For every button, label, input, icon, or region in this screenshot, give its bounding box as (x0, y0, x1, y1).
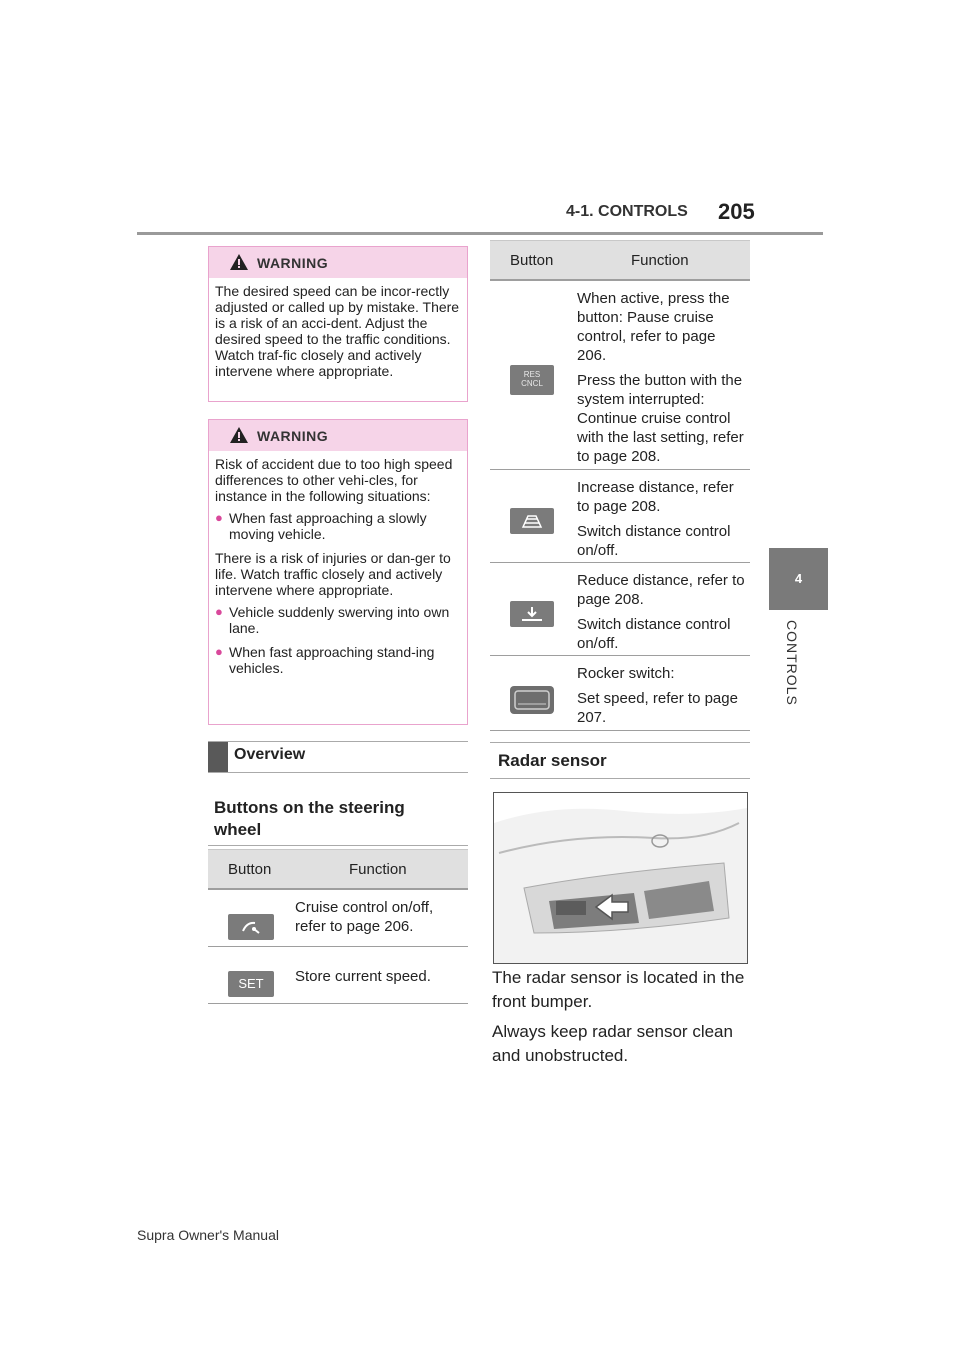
buttons-table (208, 849, 468, 1004)
function-text: Cruise control on/off, refer to page 206. (295, 899, 434, 935)
function-text: Rocker switch: (577, 665, 675, 682)
warning-title: WARNING (257, 428, 329, 444)
subheading: Buttons on the steering wheel (214, 798, 405, 839)
table-row (208, 947, 468, 1004)
footer-text: Supra Owner's Manual (137, 1227, 279, 1243)
warning-bullet: ● Vehicle suddenly swerving into own lane. (215, 604, 450, 636)
warning-text: The desired speed can be incor-rectly adjusted or called up by mistake. There is a risk of an acci-dent. Adjust the desired speed to the traffic conditions. Watch traf-fic closely and actively intervene where appropriate. (215, 283, 460, 379)
page-number: 205 (718, 199, 755, 224)
warning-box (208, 419, 468, 725)
cruise-control-icon (228, 914, 274, 940)
radar-heading: Radar sensor (490, 742, 750, 779)
table-row (208, 890, 468, 947)
radar-description (492, 966, 754, 1074)
buttons-table (490, 240, 750, 731)
table-header: Button Function (490, 240, 750, 281)
divider (208, 845, 468, 846)
function-text: Switch distance control on/off. (577, 523, 731, 559)
function-text: Set speed, refer to page 207. (577, 690, 738, 726)
chapter-tab: 4 (769, 548, 828, 610)
bullet-dot-icon: ● (215, 604, 223, 619)
table-row (490, 656, 750, 731)
table-row (490, 470, 750, 563)
section-title: 4-1. CONTROLS (566, 203, 688, 220)
distance-increase-icon (510, 508, 554, 534)
table-row (490, 563, 750, 656)
warning-triangle-icon (229, 426, 249, 449)
warning-text: There is a risk of injuries or dan-ger to life. Watch traffic closely and actively intervene where appropriate. (215, 550, 451, 598)
warning-triangle-icon (229, 253, 249, 276)
warning-text: Risk of accident due to too high speed differences to other vehi-cles, for instance in the following situations: (215, 456, 453, 504)
header-rule (137, 232, 823, 235)
chapter-tab-label: CONTROLS (784, 620, 800, 706)
paragraph: The radar sensor is located in the front bumper. (492, 968, 745, 1011)
function-text: Press the button with the system interrupted: Continue cruise control with the last setting, refer to page 208. (577, 372, 744, 465)
table-row (490, 281, 750, 470)
table-header: Button Function (208, 849, 468, 890)
warning-bullet: ● When fast approaching a slowly moving vehicle. (215, 510, 427, 542)
warning-bullet: ● When fast approaching stand-ing vehicles. (215, 644, 435, 676)
bullet-dot-icon: ● (215, 644, 223, 659)
warning-header (209, 247, 467, 278)
rocker-switch-icon (510, 686, 554, 714)
warning-header (209, 420, 467, 451)
bullet-dot-icon: ● (215, 510, 223, 525)
distance-reduce-icon (510, 601, 554, 627)
res-cncl-button-icon: RES CNCL (510, 365, 554, 395)
function-text: When active, press the button: Pause cruise control, refer to page 206. (577, 290, 730, 364)
function-text: Reduce distance, refer to page 208. (577, 572, 745, 608)
warning-box (208, 246, 468, 402)
warning-title: WARNING (257, 255, 329, 271)
radar-sensor-illustration (493, 792, 748, 964)
function-text: Switch distance control on/off. (577, 616, 731, 652)
overview-heading: Overview (208, 741, 468, 773)
function-text: Store current speed. (295, 968, 431, 985)
set-button-icon: SET (228, 971, 274, 997)
function-text: Increase distance, refer to page 208. (577, 479, 734, 515)
paragraph: Always keep radar sensor clean and unobstructed. (492, 1022, 733, 1065)
